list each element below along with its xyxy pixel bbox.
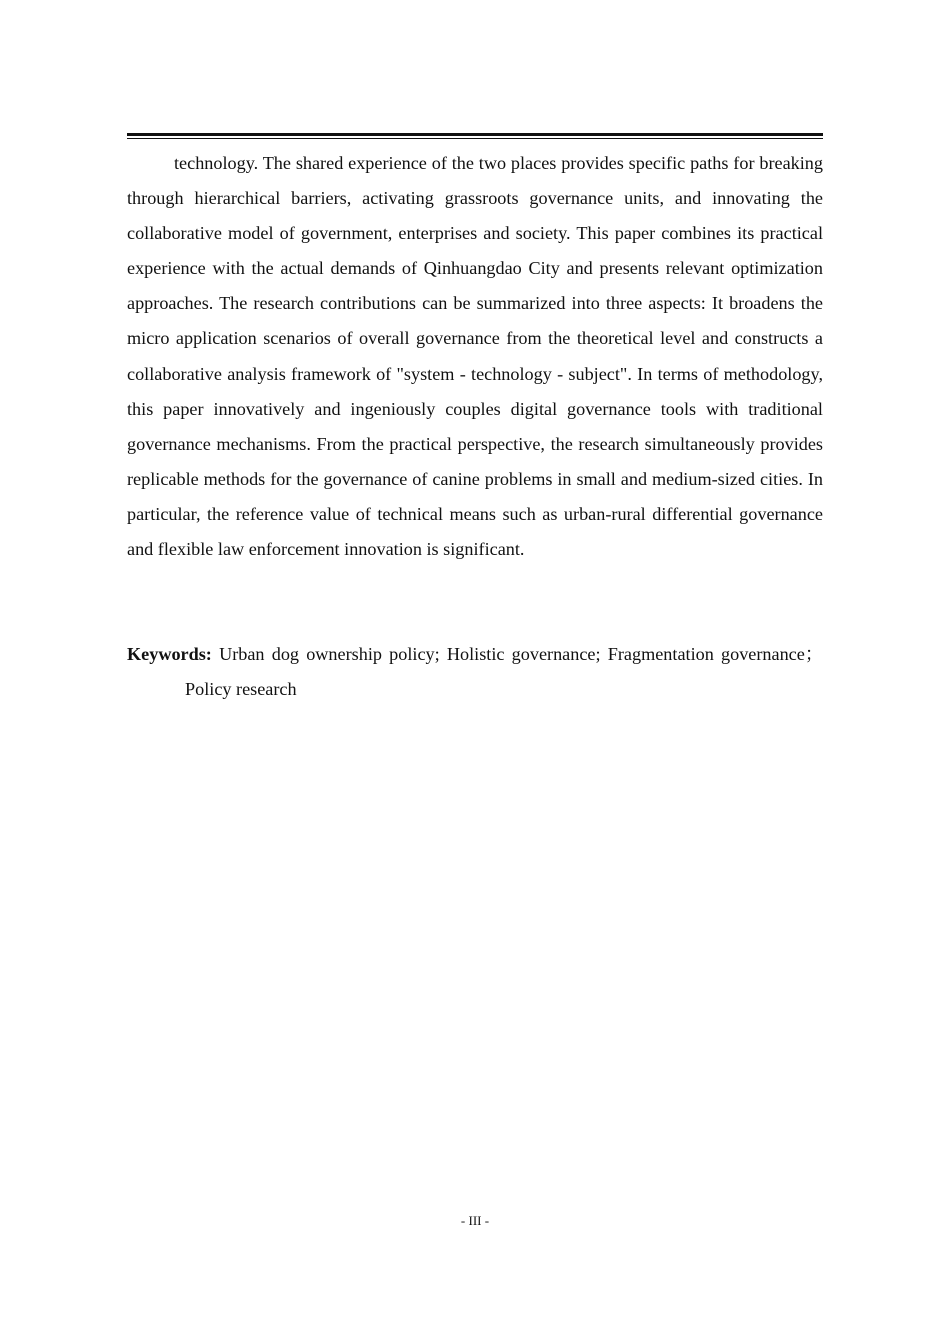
page-number: - III - (460, 1213, 490, 1228)
header-rule-thick-line (127, 133, 823, 136)
header-rule-thin-line (127, 138, 823, 139)
abstract-paragraph: technology. The shared experience of the two places provides specific paths for breaking through hierarchical barriers, activating grassroots governance units, and innovating the collaborative model of government, enterprises and society. This paper combines its practical experience with the actual demands of Qinhuangdao City and presents relevant optimization approaches. The research contributions can be summarized into three aspects: It broadens the micro application scenarios of overall governance from the theoretical level and constructs a collaborative analysis framework of "system - technology - subject". In terms of methodology, this paper innovatively and ingeniously couples digital governance tools with traditional governance mechanisms. From the practical perspective, the research simultaneously provides replicable methods for the governance of canine problems in small and medium-sized cities. In particular, the reference value of technical means such as urban-rural differential governance and flexible law enforcement innovation is significant. (127, 153, 823, 560)
keywords-label: Keywords: (127, 644, 212, 664)
header-double-rule (127, 133, 823, 139)
keywords-text: Urban dog ownership policy; Holistic governance; Fragmentation governance；Policy research (185, 644, 824, 700)
keywords-line (127, 637, 823, 707)
